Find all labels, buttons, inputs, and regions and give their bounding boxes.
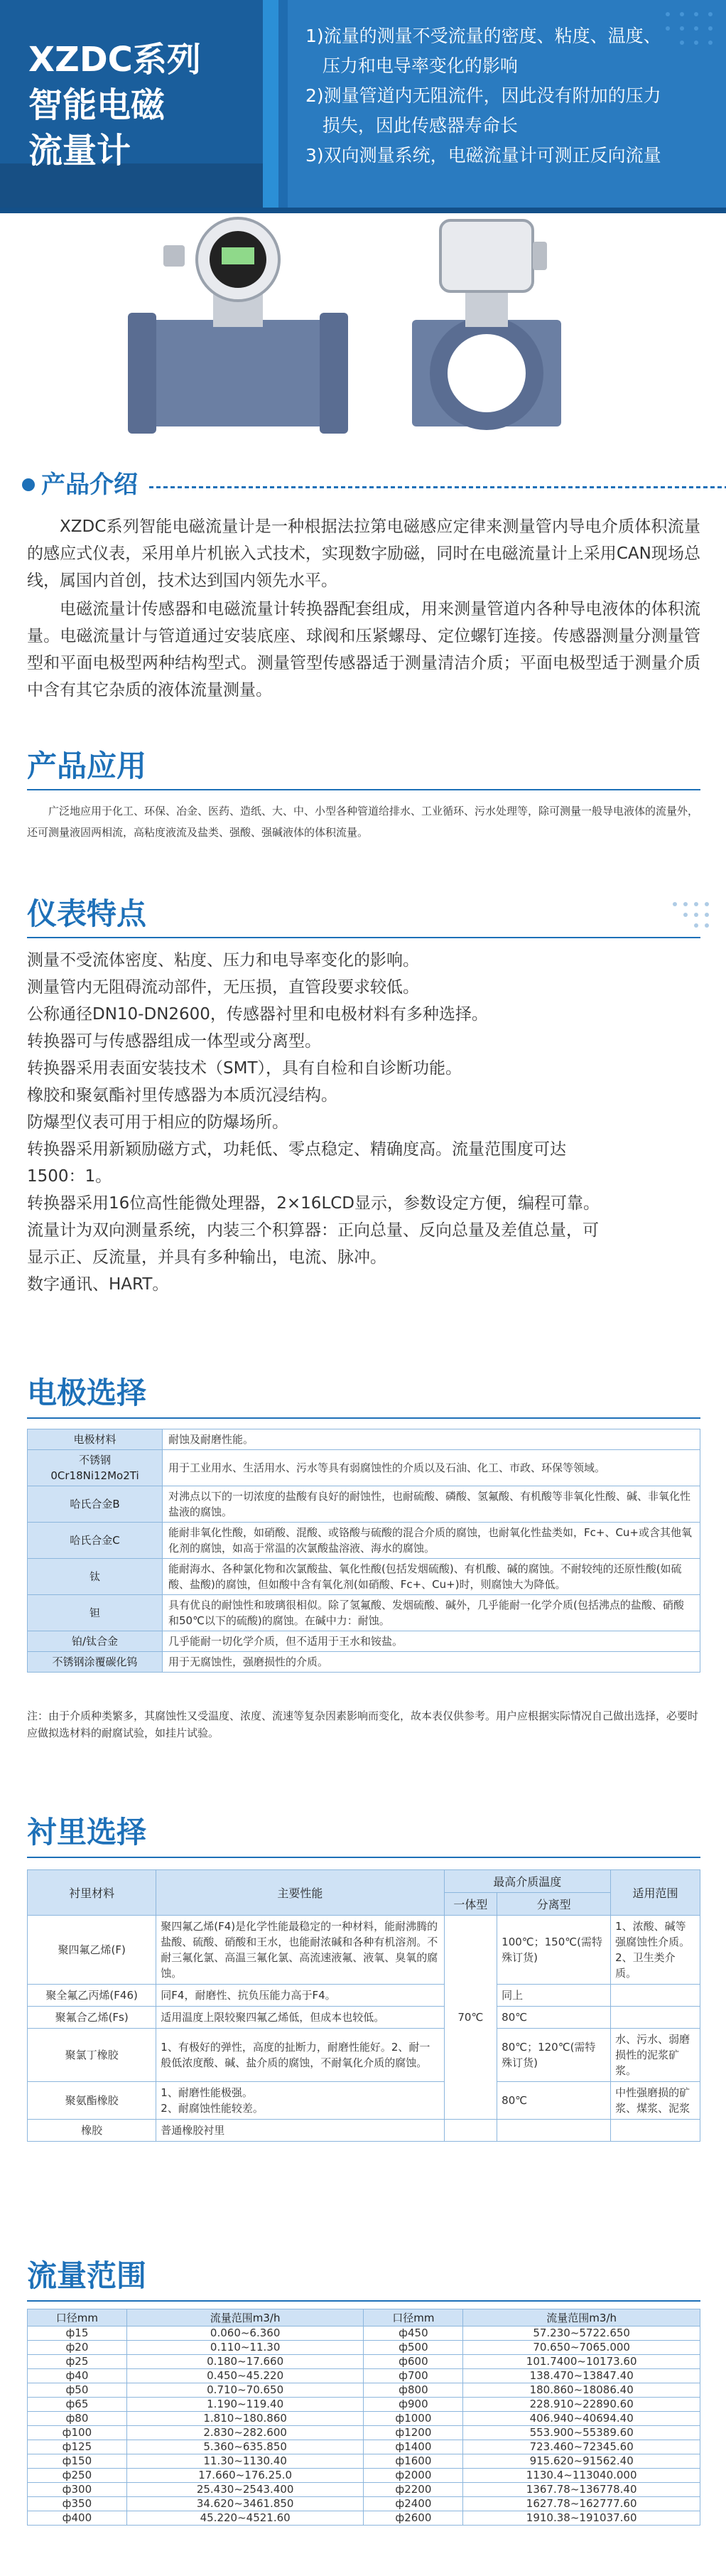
- flow-diameter-cell: ф65: [28, 2398, 127, 2412]
- flow-diameter-cell: ф2200: [364, 2483, 463, 2497]
- lining-separate-temp: 100℃；150℃(需特殊订货): [497, 1916, 611, 1985]
- features-list: [27, 947, 700, 1298]
- flow-diameter-cell: ф450: [364, 2327, 463, 2341]
- electrode-note: 注：由于介质种类繁多，其腐蚀性又受温度、浓度、流速等复杂因素影响而变化，故本表仅供参考。用户应根据实际情况自己做出选择，必要时应做拟选材料的耐腐试验，如挂片试验。: [27, 1710, 699, 1739]
- flow-range-cell: 11.30~1130.40: [126, 2454, 364, 2469]
- electrode-row: [28, 1595, 700, 1631]
- flowmeter-side-image: [412, 220, 561, 430]
- flow-diameter-cell: ф15: [28, 2327, 127, 2341]
- lining-row: [28, 1916, 700, 1985]
- lining-header-performance: 主要性能: [156, 1870, 444, 1916]
- lining-scope: 1、浓酸、碱等强腐蚀性介质。 2、卫生类介质。: [611, 1916, 700, 1985]
- flow-range-cell: 1367.78~136778.40: [463, 2483, 700, 2497]
- application-section-title: 产品应用: [27, 748, 147, 783]
- lining-material: 聚四氟乙烯(F): [28, 1916, 156, 1985]
- flow-diameter-cell: ф1600: [364, 2454, 463, 2469]
- flow-section-title: 流量范围: [27, 2258, 147, 2293]
- feature-item: 橡胶和聚氨酯衬里传感器为本质沉浸结构。: [27, 1086, 337, 1105]
- flow-range-cell: 228.910~22890.60: [463, 2398, 700, 2412]
- lining-header-material: 衬里材料: [28, 1870, 156, 1916]
- flow-range-cell: 2.830~282.600: [126, 2426, 364, 2440]
- flow-range-cell: 45.220~4521.60: [126, 2511, 364, 2526]
- flow-diameter-cell: ф1400: [364, 2440, 463, 2454]
- lining-header-scope: 适用范围: [611, 1870, 700, 1916]
- flow-diameter-cell: ф50: [28, 2383, 127, 2398]
- flow-header-diameter: 口径mm: [364, 2309, 463, 2327]
- flow-diameter-cell: ф1200: [364, 2426, 463, 2440]
- lining-performance: 1、耐磨性能极强。 2、耐腐蚀性能较差。: [156, 2082, 444, 2120]
- feature-item: 公称通径DN10-DN2600，传感器衬里和电极材料有多种选择。: [27, 1005, 488, 1024]
- electrode-material: 钛: [28, 1559, 163, 1595]
- flow-range-cell: 0.110~11.30: [126, 2341, 364, 2355]
- intro-paragraph: XZDC系列智能电磁流量计是一种根据法拉第电磁感应定律来测量管内导电介质体积流量的感应式仪表，采用单片机嵌入式技术，实现数字励磁，同时在电磁流量计上采用CAN现场总线，属国内首创，技术达到国内领先水平。: [27, 517, 700, 590]
- lining-performance: 适用温度上限较聚四氟乙烯低，但成本也较低。: [156, 2007, 444, 2029]
- electrode-description: 耐蚀及耐磨性能。: [163, 1429, 700, 1450]
- flow-row: [28, 2398, 700, 2412]
- flow-diameter-cell: ф2000: [364, 2469, 463, 2483]
- feature-item: 转换器可与传感器组成一体型或分离型。: [27, 1032, 321, 1051]
- flow-row: [28, 2355, 700, 2369]
- lining-integral-temp: [444, 2120, 497, 2142]
- flow-diameter-cell: ф25: [28, 2355, 127, 2369]
- lining-separate-temp: 同上: [497, 1985, 611, 2007]
- lining-table: [27, 1869, 700, 2142]
- electrode-table: [27, 1429, 700, 1673]
- lining-performance: 聚四氟乙烯(F4)是化学性能最稳定的一种材料，能耐沸腾的盐酸、硫酸、硝酸和王水，也能耐浓碱和各种有机溶剂。不耐三氟化氯、高温三氟化氯、高流速液氟、液氧、臭氧的腐蚀。: [156, 1916, 444, 1985]
- title-line: 智能电磁: [28, 85, 166, 125]
- flow-diameter-cell: ф20: [28, 2341, 127, 2355]
- flow-range-cell: 5.360~635.850: [126, 2440, 364, 2454]
- flow-diameter-cell: ф400: [28, 2511, 127, 2526]
- title-line: 流量计: [28, 131, 131, 171]
- flow-header-diameter: 口径mm: [28, 2309, 127, 2327]
- lining-material: 聚氯丁橡胶: [28, 2029, 156, 2082]
- flow-row: [28, 2511, 700, 2526]
- flow-diameter-cell: ф350: [28, 2497, 127, 2511]
- header-feature-item: 损失，因此传感器寿命长: [305, 115, 518, 136]
- lining-material: 聚全氟乙丙烯(F46): [28, 1985, 156, 2007]
- flow-range-cell: 138.470~13847.40: [463, 2369, 700, 2383]
- application-paragraph: 广泛地应用于化工、环保、冶金、医药、造纸、大、中、小型各种管道给排水、工业循环、污水处理等，除可测量一般导电液体的流量外，还可测量液固两相流，高粘度液流及盐类、强酸、强碱液体的体积流量。: [27, 805, 699, 839]
- lining-row: [28, 2120, 700, 2142]
- flow-row: [28, 2497, 700, 2511]
- flow-range-cell: 1.190~119.40: [126, 2398, 364, 2412]
- lining-scope: [611, 1985, 700, 2007]
- intro-section-divider: [149, 486, 726, 488]
- flow-range-cell: 1.810~180.860: [126, 2412, 364, 2426]
- flow-range-cell: 0.060~6.360: [126, 2327, 364, 2341]
- electrode-row: [28, 1486, 700, 1523]
- lining-header-temperature: 最高介质温度: [444, 1870, 611, 1893]
- flow-range-cell: 17.660~176.25.0: [126, 2469, 364, 2483]
- feature-item: 转换器采用新颖励磁方式，功耗低、零点稳定、精确度高。流量范围度可达: [27, 1140, 566, 1159]
- electrode-description: 具有优良的耐蚀性和玻璃很相似。除了氢氟酸、发烟硫酸、碱外，几乎能耐一化学介质(包括沸点的盐酸、硝酸和50℃以下的硫酸)的腐蚀。在碱中力：耐蚀。: [163, 1595, 700, 1631]
- features-section-divider: [27, 937, 700, 938]
- electrode-row: [28, 1559, 700, 1595]
- flow-diameter-cell: ф900: [364, 2398, 463, 2412]
- flow-range-cell: 1627.78~162777.60: [463, 2497, 700, 2511]
- flow-range-table: [27, 2309, 700, 2526]
- lining-scope: [611, 2120, 700, 2142]
- electrode-section-divider: [27, 1417, 700, 1419]
- flow-diameter-cell: ф40: [28, 2369, 127, 2383]
- feature-item: 1500：1。: [27, 1167, 112, 1186]
- flow-diameter-cell: ф1000: [364, 2412, 463, 2426]
- electrode-material: 钽: [28, 1595, 163, 1631]
- lining-row: [28, 2082, 700, 2120]
- flow-diameter-cell: ф600: [364, 2355, 463, 2369]
- intro-section-title: 产品介绍: [41, 471, 138, 499]
- flow-section-divider: [27, 2300, 700, 2302]
- flow-diameter-cell: ф250: [28, 2469, 127, 2483]
- lining-scope: 水、污水、弱磨损性的泥浆矿浆。: [611, 2029, 700, 2082]
- lining-material: 聚氟合乙烯(Fs): [28, 2007, 156, 2029]
- flow-row: [28, 2426, 700, 2440]
- flow-row: [28, 2412, 700, 2426]
- electrode-row: [28, 1652, 700, 1673]
- header-feature-item: 1)流量的测量不受流量的密度、粘度、温度、: [305, 26, 661, 46]
- flow-range-cell: 25.430~2543.400: [126, 2483, 364, 2497]
- section-bullet-icon: [21, 478, 36, 492]
- electrode-material: 不锈钢 0Cr18Ni12Mo2Ti: [28, 1450, 163, 1486]
- electrode-section-title: 电极选择: [27, 1375, 147, 1410]
- feature-item: 转换器采用表面安装技术（SMT），具有自检和自诊断功能。: [27, 1059, 462, 1078]
- flow-diameter-cell: ф700: [364, 2369, 463, 2383]
- header-feature-item: 压力和电导率变化的影响: [305, 55, 518, 76]
- flow-range-cell: 0.710~70.650: [126, 2383, 364, 2398]
- feature-item: 转换器采用16位高性能微处理器，2×16LCD显示，参数设定方便，编程可靠。: [27, 1194, 600, 1213]
- lining-separate-temp: [497, 2120, 611, 2142]
- flow-range-cell: 0.180~17.660: [126, 2355, 364, 2369]
- flow-row: [28, 2440, 700, 2454]
- lining-separate-temp: 80℃: [497, 2007, 611, 2029]
- flow-range-cell: 70.650~7065.000: [463, 2341, 700, 2355]
- flow-row: [28, 2341, 700, 2355]
- electrode-description: 对沸点以下的一切浓度的盐酸有良好的耐蚀性，也耐硫酸、磷酸、氢氟酸、有机酸等非氧化性酸、碱、非氧化性盐液的腐蚀。: [163, 1486, 700, 1523]
- page-title: [28, 37, 263, 173]
- header-features: [305, 21, 710, 171]
- electrode-material: 电极材料: [28, 1429, 163, 1450]
- flow-range-cell: 0.450~45.220: [126, 2369, 364, 2383]
- electrode-material: 铂/钛合金: [28, 1631, 163, 1652]
- lining-header-integral: 一体型: [444, 1893, 497, 1916]
- features-section-title: 仪表特点: [27, 896, 147, 931]
- electrode-row: [28, 1631, 700, 1652]
- lining-performance: 普通橡胶衬里: [156, 2120, 444, 2142]
- flow-diameter-cell: ф80: [28, 2412, 127, 2426]
- flowmeter-illustration: [0, 213, 726, 469]
- electrode-row: [28, 1450, 700, 1486]
- flow-diameter-cell: ф300: [28, 2483, 127, 2497]
- flow-diameter-cell: ф150: [28, 2454, 127, 2469]
- flow-diameter-cell: ф800: [364, 2383, 463, 2398]
- flowmeter-front-image: [128, 218, 348, 434]
- flow-diameter-cell: ф2600: [364, 2511, 463, 2526]
- electrode-row: [28, 1429, 700, 1450]
- lining-row: [28, 2029, 700, 2082]
- feature-item: 测量管内无阻碍流动部件，无压损，直管段要求较低。: [27, 978, 419, 997]
- electrode-row: [28, 1523, 700, 1559]
- lining-separate-temp: 80℃；120℃(需特殊订货): [497, 2029, 611, 2082]
- lining-integral-temp: 70℃: [444, 1916, 497, 2120]
- product-images: [0, 213, 726, 469]
- intro-paragraph: 电磁流量计传感器和电磁流量计转换器配套组成，用来测量管道内各种导电液体的体积流量。电磁流量计与管道通过安装底座、球阀和压紧螺母、定位螺钉连接。传感器测量分测量管型和平面电极型两种结构型式。测量管型传感器适于测量清洁介质；平面电极型适于测量介质中含有其它杂质的液体流量测量。: [27, 600, 700, 699]
- flow-diameter-cell: ф2400: [364, 2497, 463, 2511]
- flow-range-cell: 1910.38~191037.60: [463, 2511, 700, 2526]
- dots-decoration-icon: [668, 897, 717, 933]
- flow-range-cell: 101.7400~10173.60: [463, 2355, 700, 2369]
- flow-range-cell: 180.860~18086.40: [463, 2383, 700, 2398]
- electrode-description: 几乎能耐一切化学介质，但不适用于王水和铵盐。: [163, 1631, 700, 1652]
- feature-item: 防爆型仪表可用于相应的防爆场所。: [27, 1113, 288, 1132]
- header-feature-item: 3)双向测量系统，电磁流量计可测正反向流量: [305, 145, 661, 166]
- title-line: XZDC系列: [28, 40, 201, 80]
- application-section-divider: [27, 789, 700, 790]
- lining-row: [28, 2007, 700, 2029]
- flow-row: [28, 2469, 700, 2483]
- flow-range-cell: 1130.4~113040.000: [463, 2469, 700, 2483]
- header-banner: [0, 0, 726, 213]
- flow-diameter-cell: ф500: [364, 2341, 463, 2355]
- flow-range-cell: 57.230~5722.650: [463, 2327, 700, 2341]
- electrode-description: 能耐非氧化性酸，如硝酸、混酸、或铬酸与硫酸的混合介质的腐蚀，也耐氧化性盐类如，Fc+、Cu+或含其他氧化剂的腐蚀，如高于常温的次氯酸盐溶液、海水的腐蚀。: [163, 1523, 700, 1559]
- electrode-material: 哈氏合金C: [28, 1523, 163, 1559]
- flow-header-range: 流量范围m3/h: [126, 2309, 364, 2327]
- flow-row: [28, 2369, 700, 2383]
- lining-performance: 同F4，耐磨性、抗负压能力高于F4。: [156, 1985, 444, 2007]
- electrode-description: 能耐海水、各种氯化物和次氯酸盐、氧化性酸(包括发烟硫酸)、有机酸、碱的腐蚀。不耐较纯的还原性酸(如硫酸、盐酸)的腐蚀，但如酸中含有氧化剂(如硝酸、Fc+、Cu+)时，则腐蚀大为降低。: [163, 1559, 700, 1595]
- flow-row: [28, 2454, 700, 2469]
- lining-scope: [611, 2007, 700, 2029]
- header-feature-item: 2)测量管道内无阻流件，因此没有附加的压力: [305, 85, 661, 106]
- feature-item: 测量不受流体密度、粘度、压力和电导率变化的影响。: [27, 951, 419, 970]
- lining-separate-temp: 80℃: [497, 2082, 611, 2120]
- electrode-material: 不锈钢涂覆碳化钨: [28, 1652, 163, 1673]
- lining-performance: 1、有极好的弹性，高度的扯断力，耐磨性能好。2、耐一般低浓度酸、碱、盐介质的腐蚀，不耐氧化介质的腐蚀。: [156, 2029, 444, 2082]
- flow-header-range: 流量范围m3/h: [463, 2309, 700, 2327]
- lining-material: 橡胶: [28, 2120, 156, 2142]
- flow-diameter-cell: ф100: [28, 2426, 127, 2440]
- lining-header-separate: 分离型: [497, 1893, 611, 1916]
- flow-range-cell: 723.460~72345.60: [463, 2440, 700, 2454]
- flow-diameter-cell: ф125: [28, 2440, 127, 2454]
- electrode-material: 哈氏合金B: [28, 1486, 163, 1523]
- flow-range-cell: 915.620~91562.40: [463, 2454, 700, 2469]
- lining-section-divider: [27, 1857, 700, 1858]
- lining-row: [28, 1985, 700, 2007]
- electrode-description: 用于无腐蚀性，强磨损性的介质。: [163, 1652, 700, 1673]
- flow-row: [28, 2483, 700, 2497]
- lining-scope: 中性强磨损的矿浆、煤浆、泥浆: [611, 2082, 700, 2120]
- electrode-description: 用于工业用水、生活用水、污水等具有弱腐蚀性的介质以及石油、化工、市政、环保等领域。: [163, 1450, 700, 1486]
- flow-range-cell: 34.620~3461.850: [126, 2497, 364, 2511]
- flow-row: [28, 2383, 700, 2398]
- lining-material: 聚氨酯橡胶: [28, 2082, 156, 2120]
- lining-section-title: 衬里选择: [27, 1815, 147, 1850]
- flow-range-cell: 553.900~55389.60: [463, 2426, 700, 2440]
- feature-item: 流量计为双向测量系统，内装三个积算器：正向总量、反向总量及差值总量，可: [27, 1221, 599, 1240]
- flow-range-cell: 406.940~40694.40: [463, 2412, 700, 2426]
- flow-row: [28, 2327, 700, 2341]
- feature-item: 数字通讯、HART。: [27, 1275, 169, 1294]
- feature-item: 显示正、反流量，并具有多种输出，电流、脉冲。: [27, 1248, 386, 1267]
